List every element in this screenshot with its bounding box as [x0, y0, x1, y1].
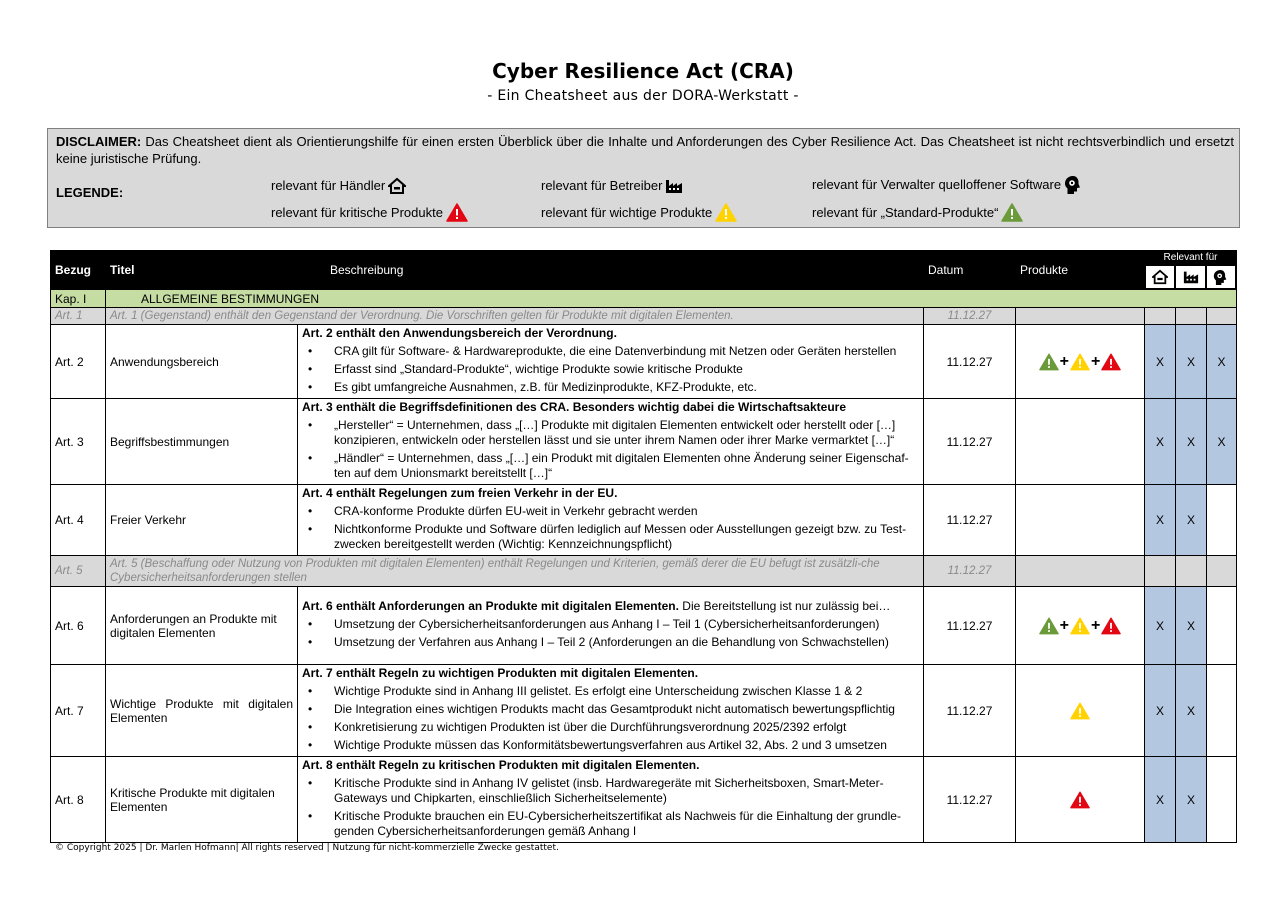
list-item: • Die Integration eines wichtigen Produkts macht das Gesamtprodukt nicht automatisch bewertungspflichtig: [302, 702, 919, 717]
product-icons: [1020, 353, 1140, 371]
art8-rel-betreiber: X: [1176, 757, 1207, 843]
art6-title: Anforderungen an Produkte mit digitalen Elementen: [106, 587, 298, 665]
art7-rel-betreiber: X: [1176, 665, 1207, 757]
plus-sign: +: [1091, 352, 1101, 370]
header-relevant-label: Relevant für: [1163, 252, 1218, 263]
art8-ref: Art. 8: [51, 757, 106, 843]
head-gear-icon: [1064, 175, 1082, 195]
product-icons: [1020, 617, 1140, 635]
art7-rel-verwalter: [1207, 665, 1237, 757]
art1-rel-3: [1207, 308, 1237, 325]
table-row-art5: [51, 556, 1237, 587]
art4-description: [298, 485, 924, 556]
table-header-row: [51, 251, 1237, 290]
header-relevant-icons: [1145, 265, 1236, 289]
art8-products: [1016, 757, 1145, 843]
page-title: Cyber Resilience Act (CRA): [492, 59, 794, 83]
art5-rel-2: [1176, 556, 1207, 587]
warning-yellow-icon: [715, 203, 737, 222]
art6-bullets: [302, 617, 919, 650]
art4-bullets: [302, 504, 919, 552]
art4-date: 11.12.27: [924, 485, 1016, 556]
art1-ref: Art. 1: [51, 308, 106, 325]
list-item: • Umsetzung der Cybersicherheitsanforderungen aus Anhang I – Teil 1 (Cybersicherheitsanforderungen): [302, 617, 919, 632]
table-row-art2: [51, 325, 1237, 399]
art3-rel-betreiber: X: [1176, 399, 1207, 485]
house-icon: [388, 177, 406, 195]
header-relevant: [1145, 251, 1237, 290]
legend-label: LEGENDE:: [56, 185, 124, 200]
art2-products: [1016, 325, 1145, 399]
list-item: • Erfasst sind „Standard-Produkte“, wichtige Produkte sowie kritische Produkte: [302, 362, 919, 377]
warning-red-icon: [1101, 353, 1121, 371]
art4-ref: Art. 4: [51, 485, 106, 556]
legend-standard-label: relevant für „Standard-Produkte“: [812, 204, 999, 220]
disclaimer-box: [47, 128, 1240, 228]
art2-bullets: [302, 344, 919, 395]
art6-desc-rest: Die Bereitstellung ist nur zulässig bei…: [678, 599, 891, 613]
art5-rel-3: [1207, 556, 1237, 587]
list-item: • Konkretisierung zu wichtigen Produkten ist über die Durchführungsverordnung 2025/2392 erfolgt: [302, 720, 919, 735]
art8-date: 11.12.27: [924, 757, 1016, 843]
warning-yellow-icon: [1070, 702, 1090, 720]
art8-rel-haendler: X: [1145, 757, 1176, 843]
art7-title: Wichtige Produkte mit digitalen Elementen: [106, 665, 298, 757]
art4-title: Freier Verkehr: [106, 485, 298, 556]
art5-products: [1016, 556, 1145, 587]
list-item: • „Händler“ = Unternehmen, dass „[…] ein Produkt mit digitalen Elementen ohne Änderung seiner Eigenschaf-ten auf dem Unionsmarkt bereitstellt […]“: [302, 451, 919, 481]
disclaimer-text: [56, 133, 1234, 167]
header-produkte: Produkte: [1016, 251, 1145, 290]
legend-betreiber: [541, 177, 683, 195]
art4-desc-title: Art. 4 enthält Regelungen zum freien Verkehr in der EU.: [302, 486, 618, 500]
art6-description: [298, 587, 924, 665]
list-item: • Umsetzung der Verfahren aus Anhang I – Teil 2 (Anforderungen an die Behandlung von Schwachstellen): [302, 635, 919, 650]
plus-sign: +: [1059, 352, 1069, 370]
table-row-art4: [51, 485, 1237, 556]
product-icons: [1020, 702, 1140, 720]
table-row-art1: [51, 308, 1237, 325]
legend-verwalter: [812, 175, 1082, 195]
legend-kritisch-label: relevant für kritische Produkte: [271, 204, 443, 220]
art2-title: Anwendungsbereich: [106, 325, 298, 399]
art8-bullets: [302, 776, 919, 839]
header-bezug: Bezug: [51, 251, 106, 290]
head-gear-icon: [1213, 269, 1228, 286]
cra-table: [50, 250, 1237, 843]
art3-rel-verwalter: X: [1207, 399, 1237, 485]
art2-rel-betreiber: X: [1176, 325, 1207, 399]
art6-rel-verwalter: [1207, 587, 1237, 665]
art7-bullets: [302, 684, 919, 753]
art6-desc-title: [302, 598, 919, 614]
disclaimer-body: Das Cheatsheet dient als Orientierungshilfe für einen ersten Überblick über die Inhalte und Anforderungen des Cyber Resilience Act. Das Cheatsheet ist nicht rechtsverbindlich und ersetzt keine juristische Prüfung.: [56, 134, 1234, 166]
header-datum: Datum: [924, 251, 1016, 290]
art2-rel-verwalter: X: [1207, 325, 1237, 399]
legend-haendler-label: relevant für Händler: [271, 178, 386, 193]
art7-description: [298, 665, 924, 757]
table-row-art8: [51, 757, 1237, 843]
art2-description: [298, 325, 924, 399]
header-beschreibung: Beschreibung: [298, 251, 924, 290]
warning-green-icon: [1039, 617, 1059, 635]
art4-rel-verwalter: [1207, 485, 1237, 556]
legend-verwalter-label: relevant für Verwalter quelloffener Software: [812, 177, 1062, 192]
art1-products: [1016, 308, 1145, 325]
art5-date: 11.12.27: [924, 556, 1016, 587]
art1-rel-2: [1176, 308, 1207, 325]
warning-green-icon: [1001, 203, 1023, 222]
art4-rel-betreiber: X: [1176, 485, 1207, 556]
plus-sign: +: [1091, 616, 1101, 634]
table-row-art3: [51, 399, 1237, 485]
list-item: • CRA-konforme Produkte dürfen EU-weit in Verkehr gebracht werden: [302, 504, 919, 519]
art3-rel-haendler: X: [1145, 399, 1176, 485]
chapter-ref: Kap. I: [51, 290, 106, 308]
copyright-notice: © Copyright 2025 | Dr. Marlen Hofmann| All rights reserved | Nutzung für nicht-kommerzielle Zwecke gestattet.: [55, 843, 559, 853]
header-titel: Titel: [106, 251, 298, 290]
art8-rel-verwalter: [1207, 757, 1237, 843]
list-item: • Wichtige Produkte sind in Anhang III gelistet. Es erfolgt eine Unterscheidung zwischen Klasse 1 & 2: [302, 684, 919, 699]
art1-date: 11.12.27: [924, 308, 1016, 325]
legend-haendler: [271, 177, 406, 195]
legend-wichtig-label: relevant für wichtige Produkte: [541, 204, 713, 220]
warning-red-icon: [446, 203, 468, 222]
list-item: • Nichtkonforme Produkte und Software dürfen lediglich auf Messen oder Ausstellungen gezeigt bzw. zu Test-zwecken bereitgestellt werden (Wichtig: Kennzeichnungspflicht): [302, 522, 919, 552]
art7-rel-haendler: X: [1145, 665, 1176, 757]
chapter-title: ALLGEMEINE BESTIMMUNGEN: [106, 290, 1237, 308]
art3-products: [1016, 399, 1145, 485]
art8-title: Kritische Produkte mit digitalen Elementen: [106, 757, 298, 843]
art4-rel-haendler: X: [1145, 485, 1176, 556]
art2-rel-haendler: X: [1145, 325, 1176, 399]
art1-text: Art. 1 (Gegenstand) enthält den Gegenstand der Verordnung. Die Vorschriften gelten für Produkte mit digitalen Elementen.: [106, 308, 924, 325]
art6-desc-bold: Art. 6 enthält Anforderungen an Produkte mit digitalen Elementen.: [302, 599, 679, 613]
art2-desc-title: Art. 2 enthält den Anwendungsbereich der Verordnung.: [302, 326, 617, 340]
warning-yellow-icon: [1070, 617, 1090, 635]
list-item: • Kritische Produkte sind in Anhang IV gelistet (insb. Hardwaregeräte mit Sicherheitsboxen, Smart-Meter-Gateways und Chipkarten, einschließlich Sicherheitselemente): [302, 776, 919, 806]
legend-standard: [812, 203, 1023, 222]
art7-date: 11.12.27: [924, 665, 1016, 757]
table-row-art6: [51, 587, 1237, 665]
art2-date: 11.12.27: [924, 325, 1016, 399]
table-row-art7: [51, 665, 1237, 757]
art5-text: Art. 5 (Beschaffung oder Nutzung von Produkten mit digitalen Elementen) enthält Regelungen und Kriterien, gemäß derer die EU befugt ist zusätzli-che Cybersicherheitsanforderungen stellen: [106, 556, 924, 587]
list-item: • Es gibt umfangreiche Ausnahmen, z.B. für Medizinprodukte, KFZ-Produkte, etc.: [302, 380, 919, 395]
art8-desc-title: Art. 8 enthält Regeln zu kritischen Produkten mit digitalen Elementen.: [302, 758, 700, 772]
plus-sign: +: [1059, 616, 1069, 634]
factory-icon: [665, 177, 683, 195]
art6-date: 11.12.27: [924, 587, 1016, 665]
art6-rel-betreiber: X: [1176, 587, 1207, 665]
warning-red-icon: [1101, 617, 1121, 635]
art1-rel-1: [1145, 308, 1176, 325]
list-item: • Wichtige Produkte müssen das Konformitätsbewertungsverfahren aus Artikel 32, Abs. 2 und 3 umsetzen: [302, 738, 919, 753]
product-icons: [1020, 791, 1140, 809]
art3-bullets: [302, 418, 919, 481]
warning-yellow-icon: [1070, 353, 1090, 371]
art7-ref: Art. 7: [51, 665, 106, 757]
legend-kritisch: [271, 203, 468, 222]
art7-products: [1016, 665, 1145, 757]
legend-betreiber-label: relevant für Betreiber: [541, 178, 663, 193]
art2-ref: Art. 2: [51, 325, 106, 399]
list-item: • Kritische Produkte brauchen ein EU-Cybersicherheitszertifikat als Nachweis für die Einhaltung der grundle-genden Cybersicherheitsanforderungen gemäß Anhang I: [302, 809, 919, 839]
list-item: • CRA gilt für Software- & Hardwareprodukte, die eine Datenverbindung mit Netzen oder Geräten herstellen: [302, 344, 919, 359]
legend-wichtig: [541, 203, 737, 222]
page-subtitle: - Ein Cheatsheet aus der DORA-Werkstatt -: [487, 88, 799, 104]
disclaimer-label: DISCLAIMER:: [56, 134, 142, 149]
header-haendler-cell: [1145, 265, 1175, 289]
warning-red-icon: [1070, 791, 1090, 809]
header-betreiber-cell: [1175, 265, 1205, 289]
art6-rel-haendler: X: [1145, 587, 1176, 665]
art6-products: [1016, 587, 1145, 665]
chapter-row: [51, 290, 1237, 308]
art3-ref: Art. 3: [51, 399, 106, 485]
art6-ref: Art. 6: [51, 587, 106, 665]
list-item: • „Hersteller“ = Unternehmen, dass „[…] Produkte mit digitalen Elementen entwickelt oder herstellt oder […] konzipieren, entwickeln oder herstellen lässt und sie unter ihrem Namen oder ihrer Marke vermarktet […]“: [302, 418, 919, 448]
factory-icon: [1183, 269, 1199, 285]
header: [0, 58, 1286, 106]
house-icon: [1152, 269, 1168, 285]
art5-rel-1: [1145, 556, 1176, 587]
art8-description: [298, 757, 924, 843]
art3-desc-title: Art. 3 enthält die Begriffsdefinitionen des CRA. Besonders wichtig dabei die Wirtschaftsakteure: [302, 400, 846, 414]
art3-title: Begriffsbestimmungen: [106, 399, 298, 485]
header-verwalter-cell: [1206, 265, 1236, 289]
art3-date: 11.12.27: [924, 399, 1016, 485]
art3-description: [298, 399, 924, 485]
art5-ref: Art. 5: [51, 556, 106, 587]
art7-desc-title: Art. 7 enthält Regeln zu wichtigen Produkten mit digitalen Elementen.: [302, 666, 699, 680]
warning-green-icon: [1039, 353, 1059, 371]
art4-products: [1016, 485, 1145, 556]
